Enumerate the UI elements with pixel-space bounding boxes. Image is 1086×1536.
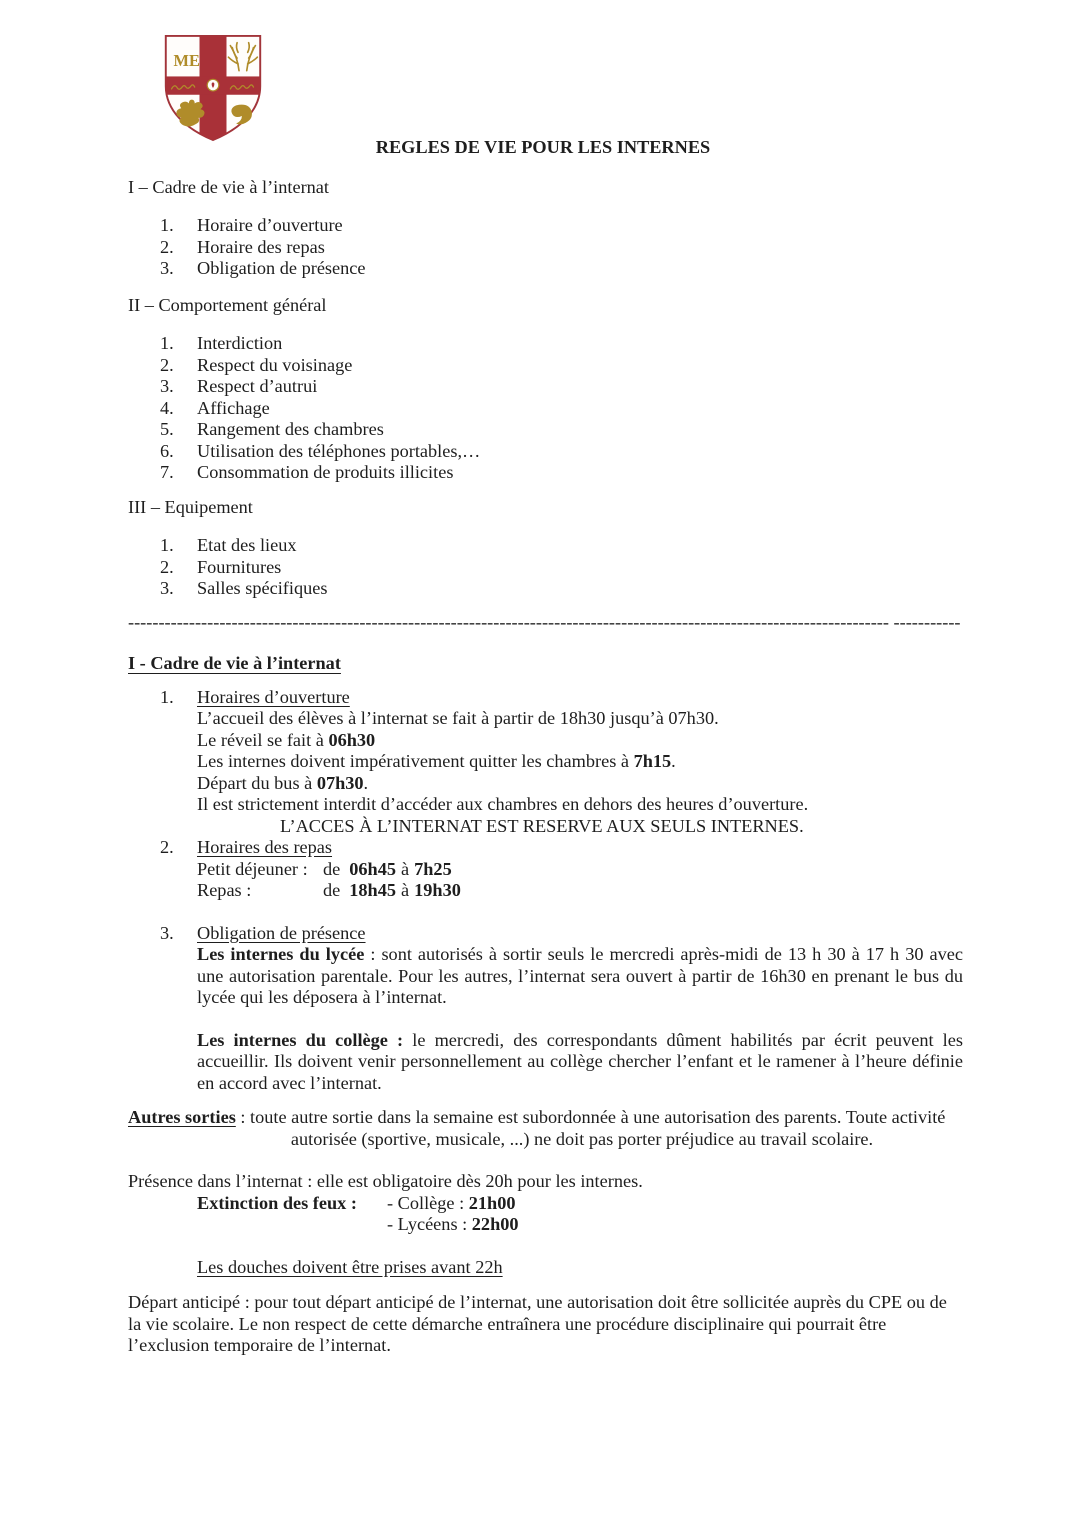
time-value: 21h00	[468, 1192, 516, 1213]
depart-paragraph-line2: la vie scolaire. Le non respect de cette démarche entraînera une procédure disciplinaire qui pourrait être	[128, 1313, 887, 1334]
depart-paragraph-line3: l’exclusion temporaire de l’internat.	[128, 1335, 391, 1355]
list-item	[128, 441, 958, 463]
text-segment: à	[401, 880, 410, 900]
meal-label: Petit déjeuner :	[197, 858, 308, 879]
list-item-label: Etat des lieux	[197, 535, 297, 555]
college-paragraph-line2: accueillir. Ils doivent venir personnellement au collège chercher l’enfant et le ramener à l’heure définie	[197, 1051, 963, 1071]
list-item-number: 4.	[160, 397, 174, 418]
extinction-line-college	[128, 1193, 958, 1215]
time-value: 22h00	[471, 1214, 519, 1234]
list-item-label: Utilisation des téléphones portables,…	[197, 440, 481, 461]
time-value: 7h15	[633, 751, 672, 771]
list-item	[128, 237, 958, 259]
text-segment: à	[401, 858, 410, 879]
body-section-heading: I - Cadre de vie à l’internat	[128, 653, 341, 673]
list-item-label: Affichage	[197, 397, 270, 418]
text-segment: : toute autre sortie dans la semaine est subordonnée à une autorisation des parents. Toute activité	[235, 1107, 946, 1127]
list-item-number: 1.	[160, 215, 174, 235]
extinction-label: Extinction des feux :	[197, 1192, 357, 1213]
list-item-number: 2.	[160, 837, 174, 857]
list-item-number: 3.	[160, 258, 174, 278]
item-title: Obligation de présence	[197, 922, 366, 943]
opening-line-interdit: Il est strictement interdit d’accéder aux chambres en dehors des heures d’ouverture.	[197, 794, 809, 814]
list-item-number: 1.	[160, 686, 174, 707]
time-value: 06h45	[349, 858, 396, 879]
outline-heading-2: II – Comportement général	[128, 294, 327, 315]
list-item	[128, 333, 958, 355]
list-item	[128, 398, 958, 420]
list-item-number: 5.	[160, 419, 174, 439]
opening-line-reveil	[128, 730, 958, 752]
list-item-label: Respect du voisinage	[197, 354, 353, 375]
meal-row	[128, 880, 958, 902]
outline-heading-1: I – Cadre de vie à l’internat	[128, 176, 330, 197]
list-item-label: Salles spécifiques	[197, 578, 328, 598]
douches-line	[128, 1257, 958, 1279]
list-item-number: 1.	[160, 535, 174, 555]
text-segment: : sont autorisés à sortir seuls le mercredi après-midi de 13 h 30 à 17 h 30 avec	[364, 944, 963, 964]
outline-list-2	[128, 333, 958, 484]
college-paragraph-line1	[128, 1029, 963, 1052]
outline-list-1	[128, 215, 958, 280]
opening-line-accueil: L’accueil des élèves à l’internat se fait à partir de 18h30 jusqu’à 07h30.	[197, 708, 719, 728]
text-segment: de	[323, 880, 341, 900]
crest-monogram: ME	[173, 50, 200, 70]
list-item	[128, 258, 958, 280]
list-item	[128, 535, 958, 557]
list-item-label: Consommation de produits illicites	[197, 462, 454, 482]
list-item-label: Fournitures	[197, 556, 282, 577]
text-segment: de	[323, 858, 341, 879]
presence-internat-line: Présence dans l’internat : elle est obligatoire dès 20h pour les internes.	[128, 1171, 643, 1191]
list-item-label: Respect d’autrui	[197, 376, 318, 396]
underlined-text: Les douches doivent être prises avant 22h	[197, 1256, 503, 1277]
list-item	[128, 376, 958, 398]
time-value: 07h30	[316, 772, 364, 793]
list-item	[128, 557, 958, 579]
text-segment: - Lycéens :	[387, 1214, 472, 1234]
text-segment: Le réveil se fait à	[197, 729, 329, 750]
list-item-number: 1.	[160, 333, 174, 353]
text-segment: Les internes doivent impérativement quitter les chambres à	[197, 751, 634, 771]
list-item-number: 3.	[160, 376, 174, 396]
lycee-paragraph-line3: lycée qui les déposera à l’internat.	[197, 987, 447, 1007]
list-item-number: 3.	[160, 922, 174, 943]
school-crest-logo	[160, 34, 266, 142]
body-item-presence-title	[128, 923, 958, 945]
document-content	[0, 137, 1086, 1357]
opening-line-acces: L’ACCES À L’INTERNAT EST RESERVE AUX SEULS INTERNES.	[280, 815, 804, 836]
list-item	[128, 355, 958, 377]
time-value: 18h45	[349, 880, 396, 900]
list-item-number: 6.	[160, 440, 174, 461]
lead-bold: Les internes du lycée	[197, 944, 365, 964]
body-item-meals-title	[128, 837, 958, 859]
text-segment: le mercredi, des correspondants dûment habilités par écrit peuvent les	[403, 1029, 963, 1050]
text-segment: - Collège :	[387, 1192, 469, 1213]
list-item-label: Horaire d’ouverture	[197, 215, 343, 235]
list-item	[128, 419, 958, 441]
time-value: 19h30	[414, 880, 461, 900]
list-item-number: 2.	[160, 556, 174, 577]
autres-sorties-line1	[128, 1107, 958, 1129]
college-paragraph-line3: en accord avec l’internat.	[197, 1072, 382, 1093]
list-item-label: Horaire des repas	[197, 236, 325, 257]
meal-label: Repas :	[197, 880, 252, 900]
list-item-number: 2.	[160, 354, 174, 375]
list-item-label: Rangement des chambres	[197, 419, 384, 439]
time-value: 7h25	[414, 858, 452, 879]
list-item-number: 7.	[160, 462, 174, 482]
list-item	[128, 578, 958, 600]
document-title: REGLES DE VIE POUR LES INTERNES	[375, 137, 711, 157]
lead-bold-underline: Autres sorties	[128, 1107, 236, 1127]
lead-bold: Les internes du collège :	[197, 1029, 404, 1050]
extinction-line-lyceens	[128, 1214, 958, 1236]
body-item-opening-title	[128, 687, 958, 709]
opening-line-bus	[128, 773, 958, 795]
list-item-number: 2.	[160, 236, 174, 257]
list-item-number: 3.	[160, 578, 174, 598]
meal-row	[128, 859, 958, 881]
item-title: Horaires d’ouverture	[197, 686, 350, 707]
depart-paragraph-line1: Départ anticipé : pour tout départ anticipé de l’internat, une autorisation doit être sollicitée auprès du CPE ou de	[128, 1292, 947, 1312]
opening-line-quitter	[128, 751, 958, 773]
outline-list-3	[128, 535, 958, 600]
time-value: 06h30	[328, 729, 376, 750]
list-item	[128, 215, 958, 237]
lycee-paragraph-line2: une autorisation parentale. Pour les autres, l’internat sera ouvert à partir de 16h30 en prenant le bus du	[197, 965, 963, 986]
lycee-paragraph-line1	[128, 944, 963, 966]
text-segment: .	[363, 772, 369, 793]
text-segment: Départ du bus à	[197, 772, 317, 793]
list-item	[128, 462, 958, 484]
list-item-label: Interdiction	[197, 333, 283, 353]
outline-heading-3: III – Equipement	[128, 496, 253, 517]
item-title: Horaires des repas	[197, 837, 333, 857]
text-segment: .	[671, 751, 676, 771]
list-item-label: Obligation de présence	[197, 258, 366, 278]
autres-sorties-line2: autorisée (sportive, musicale, ...) ne doit pas porter préjudice au travail scolaire.	[290, 1128, 874, 1149]
dashed-separator: ----------------------------------------------------------------------------------------------------------------------------- -----------	[128, 611, 961, 632]
